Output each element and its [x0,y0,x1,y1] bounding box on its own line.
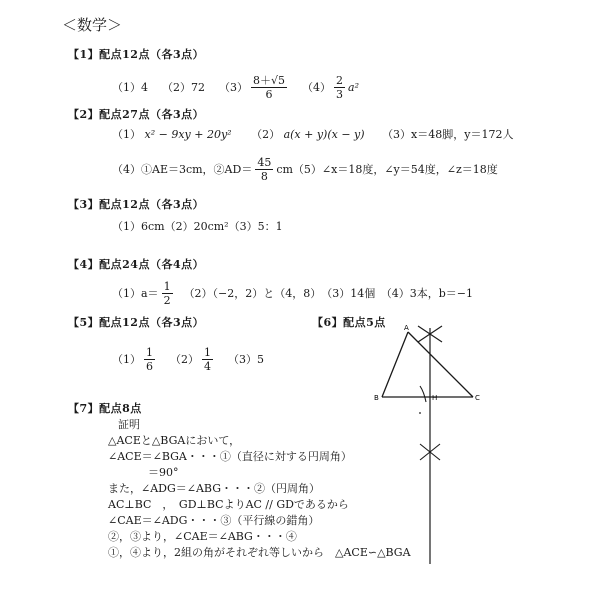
point-h-label: H [432,394,438,402]
q2-answer-5: cm（5）∠x＝18度，∠y＝54度，∠z＝18度 [276,163,498,176]
proof-line: ②，③より，∠CAE＝∠ABG・・・④ [108,530,297,543]
q5-answer-1-label: （1） [112,353,141,366]
q1-heading: 【1】配点12点（各3点） [68,48,205,61]
q2-answer-4-part: （4）①AE＝3cm，②AD＝ [112,163,253,176]
fraction-numerator: 1 [163,279,171,293]
q2-answer-4-fraction [255,156,273,183]
q5-answers [112,342,264,376]
q1-answer-4-label: （4） [302,81,332,94]
page-title: ＜数学＞ [62,16,123,34]
q5-answer-1-fraction [144,346,155,373]
q1-answer-3-fraction [251,74,287,101]
q2-answer-3: （3）x＝48脚，y＝172人 [382,128,514,141]
fraction-numerator: 2 [336,73,344,87]
q1-answers [112,70,359,104]
q5-heading: 【5】配点12点（各3点） [68,316,205,329]
q2-line-1 [112,126,513,142]
q3-answers: （1）6cm（2）20cm²（3）5：1 [112,220,283,233]
q2-answer-2-label: （2） [251,128,281,141]
fraction-numerator: 1 [146,345,153,359]
q4-answers-rest: （2）（−2，2）と（4，8） （3）14個 （4）3本，b＝−1 [183,287,474,300]
q4-heading: 【4】配点24点（各4点） [68,258,205,271]
q6-construction-figure [360,320,510,568]
proof-line: AC⊥BC ， GD⊥BCよりAC // GDであるから [108,498,349,511]
fraction-denominator: 8 [260,169,268,183]
q5-answer-2-fraction [202,346,213,373]
q2-answer-1-expression: x² − 9xy + 20y² [144,128,232,141]
fraction-denominator: 4 [204,359,211,373]
fraction-numerator: 1 [204,345,211,359]
q4-answers [112,276,473,310]
proof-line: ∠CAE＝∠ADG・・・③（平行線の錯角） [108,514,320,527]
q5-answer-2-label: （2） [170,353,199,366]
q4-answer-1-fraction [162,280,173,307]
proof-line: ＝90° [148,466,179,479]
proof-line: ①，④より，2組の角がそれぞれ等しいから △ACE∽△BGA [108,546,411,559]
q2-heading: 【2】配点27点（各3点） [68,108,205,121]
fraction-denominator: 2 [163,293,171,307]
proof-line: ∠ACE＝∠BGA・・・①（直径に対する円周角） [108,450,352,463]
q1-answer-2: （2）72 [162,81,205,94]
q2-answer-2-expression: a(x + y)(x − y) [283,128,365,141]
q2-answer-1-label: （1） [112,128,141,141]
side-ab [382,332,408,397]
fraction-denominator: 6 [146,359,153,373]
fraction-numerator: 45 [257,155,272,169]
q6-heading: 【6】配点5点 [312,316,386,329]
q7-heading: 【7】配点8点 [68,402,142,415]
fraction-numerator: 8＋√5 [253,73,286,87]
q1-answer-4-fraction [334,74,345,101]
vertex-a-label: A [404,324,409,332]
side-ac [408,332,473,397]
construction-point [419,412,421,414]
proof-line: △ACEと△BGAにおいて， [108,434,241,447]
q4-answer-1-label: （1）a＝ [112,287,159,300]
vertex-b-label: B [374,394,379,402]
q1-answer-3-label: （3） [219,81,248,94]
fraction-denominator: 6 [265,87,273,101]
q2-line-2 [112,152,498,186]
proof-line: 証明 [118,418,140,431]
q3-heading: 【3】配点12点（各3点） [68,198,205,211]
vertex-c-label: C [475,394,480,402]
fraction-denominator: 3 [336,87,344,101]
q5-answer-3: （3）5 [228,353,264,366]
q1-answer-1: （1）4 [112,81,148,94]
construction-arc [420,386,426,402]
proof-line: また，∠ADG＝∠ABG・・・②（円周角） [108,482,321,495]
q1-answer-4-variable: a² [348,80,359,94]
